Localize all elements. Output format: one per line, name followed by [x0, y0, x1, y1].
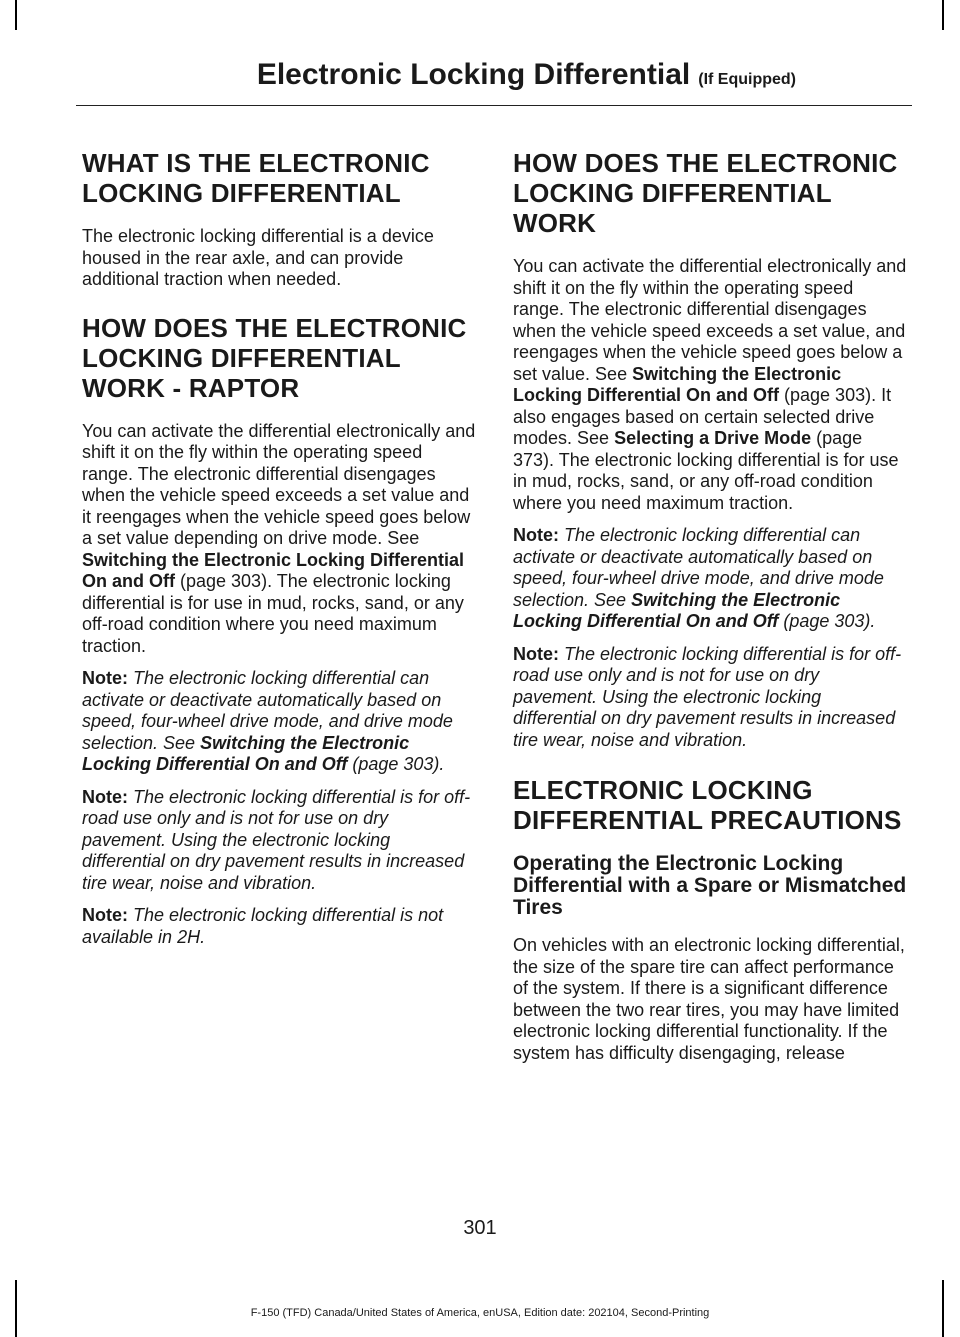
header-title-text: Electronic Locking Differential — [256, 58, 691, 91]
paragraph-what-is: The electronic locking differential is a device housed in the rear axle, and can provide additional traction when needed. — [82, 226, 434, 289]
cross-reference-link[interactable]: Switching the Electronic Locking Differential On and Off — [513, 363, 842, 405]
section-heading-how-raptor: HOW DOES THE ELECTRONIC LOCKING DIFFERENTIAL WORK - RAPTOR — [82, 312, 467, 403]
header-rule — [76, 105, 912, 106]
page-number: 301 — [463, 1217, 497, 1239]
cross-reference-link[interactable]: Switching the Electronic Locking Differential On and Off — [513, 589, 841, 631]
cross-reference-link[interactable]: Switching the Electronic Locking Differential On and Off — [82, 549, 465, 591]
section-heading-what-is: WHAT IS THE ELECTRONIC LOCKING DIFFERENTIAL — [82, 148, 430, 208]
cross-reference-link[interactable]: Switching the Electronic Locking Differential On and Off — [82, 732, 410, 774]
crop-mark-top-left — [15, 0, 17, 30]
note-off-road-only: Note: The electronic locking differential is for off-road use only and is not for use on dry pavement. Using the electronic locking differential on dry pavement results in increased tire wear, noise and vibration. — [513, 643, 902, 750]
header-subtitle: (If Equipped) — [698, 71, 796, 88]
paragraph-how-raptor: You can activate the differential electronically and shift it on the fly within the operating speed range. The electronic differential disengages when the vehicle speed exceeds a set value and it reengages when the vehicle speed goes below a set value depending on drive mode. See Switching the Electronic Locking Differential On and Off (page 303). The electronic locking differential is for use in mud, rocks, sand, or any off-road condition where you need maximum traction. — [82, 420, 476, 656]
left-column — [82, 140, 476, 959]
note-not-available-2h: Note: The electronic locking differential is not available in 2H. — [82, 905, 444, 947]
note-off-road-only: Note: The electronic locking differential is for off-road use only and is not for use on dry pavement. Using the electronic locking differential on dry pavement results in increased tire wear, noise and vibration. — [82, 786, 471, 893]
page-header-title — [257, 58, 796, 92]
section-heading-precautions: ELECTRONIC LOCKING DIFFERENTIAL PRECAUTIONS — [513, 775, 902, 835]
subheading-spare-tires: Operating the Electronic Locking Differential with a Spare or Mismatched Tires — [513, 852, 907, 919]
paragraph-how-it-works: You can activate the differential electronically and shift it on the fly within the operating speed range. The electronic differential disengages when the vehicle speed exceeds a set value, and reengages when the vehicle speed goes below a set value. See Switching the Electronic Locking Differential On and Off (page 303). It also engages based on certain selected drive modes. See Selecting a Drive Mode (page 373). The electronic locking differential is for use in mud, rocks, sand, or any off-road condition where you need maximum traction. — [513, 256, 907, 513]
section-heading-how-it-works: HOW DOES THE ELECTRONIC LOCKING DIFFERENTIAL WORK — [513, 148, 898, 238]
cross-reference-link-drive-mode[interactable]: Selecting a Drive Mode — [614, 428, 812, 448]
edition-footer: F-150 (TFD) Canada/United States of America, enUSA, Edition date: 202104, Second-Printing — [250, 1307, 710, 1319]
paragraph-spare-tires: On vehicles with an electronic locking differential, the size of the spare tire can affect performance of the system. If there is a significant difference between the two rear tires, you may have limited electronic locking differential functionality. If the system has difficulty disengaging, release — [513, 935, 905, 1063]
crop-mark-top-right — [942, 0, 944, 30]
note-auto-activate: Note: The electronic locking differential can activate or deactivate automatically based on speed, four-wheel drive mode, and drive mode selection. See Switching the Electronic Locking Differential On and Off (page 303). — [513, 525, 884, 631]
right-column — [513, 140, 907, 1075]
note-auto-activate: Note: The electronic locking differential can activate or deactivate automatically based on speed, four-wheel drive mode, and drive mode selection. See Switching the Electronic Locking Differential On and Off (page 303). — [82, 668, 453, 774]
